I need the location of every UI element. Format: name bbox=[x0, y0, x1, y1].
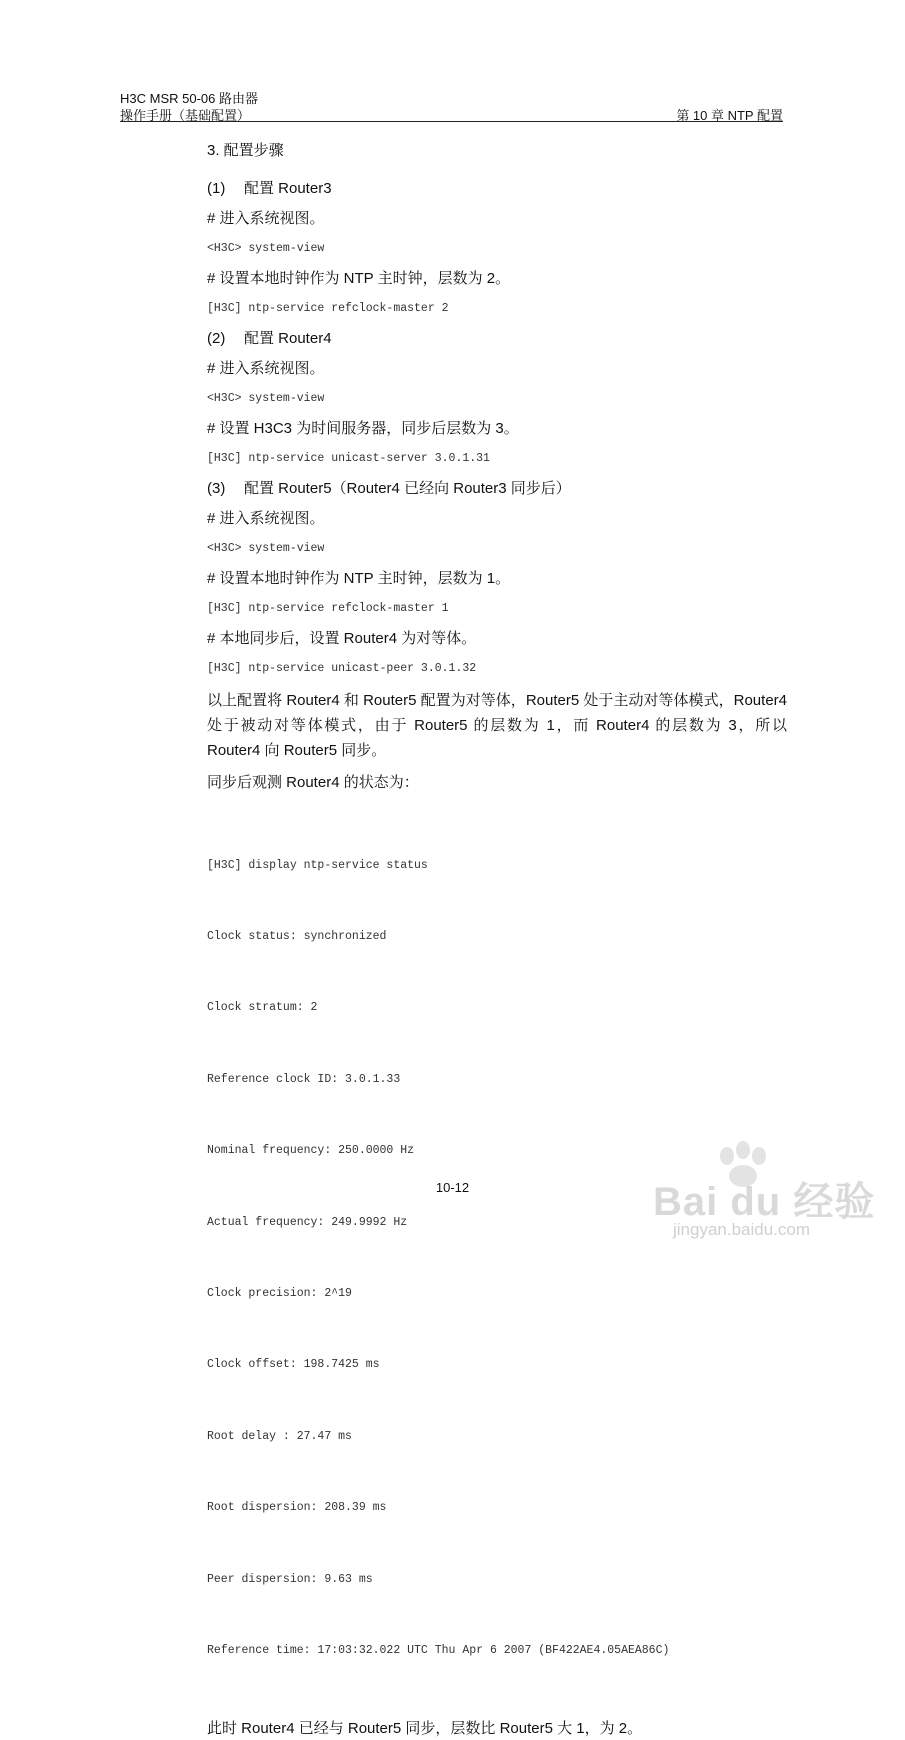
command-line: <H3C> system-view bbox=[207, 542, 325, 555]
status-output-line: [H3C] display ntp-service status bbox=[207, 858, 428, 872]
step-title: 配置 Router5（Router4 已经向 Router3 同步后） bbox=[244, 480, 571, 497]
page-number: 10-12 bbox=[435, 1180, 470, 1195]
step-number: (1) bbox=[207, 180, 226, 197]
step-heading bbox=[207, 478, 787, 508]
command-line: [H3C] ntp-service unicast-server 3.0.1.31 bbox=[207, 452, 490, 465]
step-number: (2) bbox=[207, 330, 226, 347]
status-output-line: Actual frequency: 249.9992 Hz bbox=[207, 1215, 408, 1229]
status-output-line: Reference clock ID: 3.0.1.33 bbox=[207, 1072, 401, 1086]
command-line: [H3C] ntp-service refclock-master 2 bbox=[207, 302, 449, 315]
header-chapter: 第 10 章 NTP 配置 bbox=[676, 108, 783, 123]
command-line: <H3C> system-view bbox=[207, 242, 325, 255]
command-line: [H3C] ntp-service refclock-master 1 bbox=[207, 602, 449, 615]
header-manual-title: 操作手册（基础配置） bbox=[120, 108, 251, 123]
comment-line: # 设置本地时钟作为 NTP 主时钟，层数为 1。 bbox=[207, 570, 511, 587]
status-output-line: Clock precision: 2^19 bbox=[207, 1286, 352, 1300]
observe-line: 同步后观测 Router4 的状态为： bbox=[207, 774, 419, 791]
status-output-line: Root dispersion: 208.39 ms bbox=[207, 1501, 387, 1515]
status-output bbox=[207, 806, 787, 1710]
comment-line: # 本地同步后，设置 Router4 为对等体。 bbox=[207, 630, 477, 647]
status-output-line: Reference time: 17:03:32.022 UTC Thu Apr 6 2007 (BF422AE4.05AEA86C) bbox=[207, 1643, 670, 1657]
header-model: H3C MSR 50-06 路由器 bbox=[120, 91, 258, 106]
step-heading bbox=[207, 328, 787, 358]
watermark-brand: Bai du 经验 bbox=[653, 1180, 876, 1224]
status-output-line: Peer dispersion: 9.63 ms bbox=[207, 1572, 373, 1586]
status-output-line: Root delay : 27.47 ms bbox=[207, 1429, 352, 1443]
baidu-watermark bbox=[653, 1140, 876, 1250]
conclusion-line: 此时 Router4 已经与 Router5 同步，层数比 Router5 大 1，为 2。 bbox=[207, 1720, 643, 1738]
status-output-line: Nominal frequency: 250.0000 Hz bbox=[207, 1144, 415, 1158]
command-line: [H3C] ntp-service unicast-peer 3.0.1.32 bbox=[207, 662, 477, 675]
comment-line: # 设置 H3C3 为时间服务器，同步后层数为 3。 bbox=[207, 420, 519, 437]
status-output-line: Clock status: synchronized bbox=[207, 929, 387, 943]
page-body bbox=[207, 140, 787, 1740]
comment-line: # 设置本地时钟作为 NTP 主时钟，层数为 2。 bbox=[207, 270, 511, 287]
comment-line: # 进入系统视图。 bbox=[207, 510, 325, 527]
step-heading bbox=[207, 178, 787, 208]
step-number: (3) bbox=[207, 480, 226, 497]
step-title: 配置 Router4 bbox=[244, 330, 332, 347]
step-title: 配置 Router3 bbox=[244, 180, 332, 197]
section-title: 3. 配置步骤 bbox=[207, 142, 284, 159]
header-divider bbox=[120, 121, 783, 122]
comment-line: # 进入系统视图。 bbox=[207, 210, 325, 227]
status-output-line: Clock offset: 198.7425 ms bbox=[207, 1358, 380, 1372]
explanation-paragraph: 以上配置将 Router4 和 Router5 配置为对等体，Router5 处于主动对等体模式，Router4 处于被动对等体模式，由于 Router5 的层数为 1，而 Router4 的层数为 3，所以 Router4 向 Router5 同步。 bbox=[207, 692, 787, 759]
status-output-line: Clock stratum: 2 bbox=[207, 1001, 318, 1015]
comment-line: # 进入系统视图。 bbox=[207, 360, 325, 377]
watermark-url: jingyan.baidu.com bbox=[673, 1220, 811, 1239]
command-line: <H3C> system-view bbox=[207, 392, 325, 405]
